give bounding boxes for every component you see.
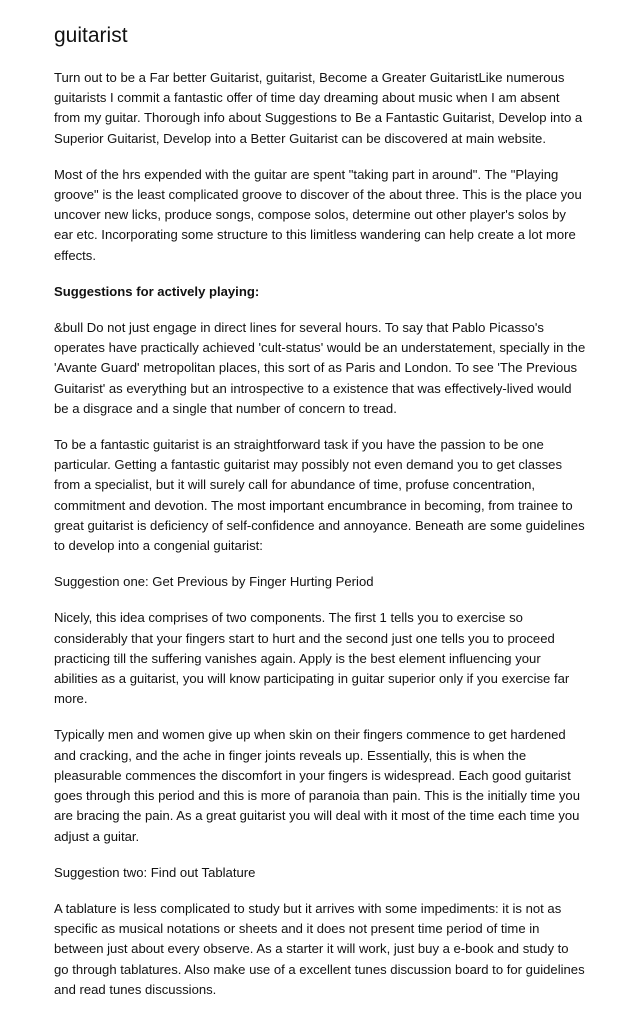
paragraph-typically: Typically men and women give up when skin on their fingers commence to get hardened and cracking, and the ache in finger joints reveals up. Essentially, this is when the pleasurable commences the discomfort in your fingers is widespread. Each good guitarist goes through this period and this is more of paranoia than pain. This is the initially time you are bracing the pain. As a great guitarist you will deal with it most of the time each time you adjust a guitar. [54, 727, 580, 844]
paragraph-fantastic: To be a fantastic guitarist is an straightforward task if you have the passion to be one particular. Getting a fantastic guitarist may possibly not even demand you to get classes from a specialist, but it will surely call for abundance of time, profuse concentration, commitment and devotion. The most important encumbrance in becoming, from trainee to great guitarist is deficiency of self-confidence and annoyance. Beneath are some guidelines to develop into a congenial guitarist: [54, 437, 585, 554]
suggestion-one-heading: Suggestion one: Get Previous by Finger Hurting Period [54, 574, 374, 590]
suggestion-two-heading: Suggestion two: Find out Tablature [54, 864, 256, 880]
paragraph-nicely: Nicely, this idea comprises of two components. The first 1 tells you to exercise so considerably that your fingers start to hurt and the second just one tells you to proceed practicing till the suffering vanishes again. Apply is the best element influencing your abilities as a guitarist, you will know participating in guitar superior only if you exercise far more. [54, 610, 570, 707]
paragraph-hours: Most of the hrs expended with the guitar are spent "taking part in around". The "Playing groove" is the least complicated groove to discover of the about three. This is the place you uncover new licks, produce songs, compose solos, determine out other player's solos by ear etc. Incorporating some structure to this limitless wandering can help create a lot more effects. [54, 166, 582, 263]
document-title: guitarist [54, 24, 128, 47]
paragraph-intro: Turn out to be a Far better Guitarist, guitarist, Become a Greater GuitaristLike numerous guitarists I commit a fantastic offer of time day dreaming about music when I am absent from my guitar. Thorough info about Suggestions to Be a Fantastic Guitarist, Develop into a Superior Guitarist, Develop into a Better Guitarist can be discovered at main website. [54, 70, 583, 146]
paragraph-bullet: &bull Do not just engage in direct lines for several hours. To say that Pablo Picasso's operates have practically achieved 'cult-status' would be an understatement, specially in the 'Avante Guard' metropolitan places, this sort of as Paris and London. To see 'The Previous Guitarist' as everything but an introspective to a existence that was effectively-lived would be a disgrace and a single that number of concern to tread. [54, 320, 586, 416]
document-page [54, 22, 586, 1016]
section-heading-suggestions: Suggestions for actively playing: [54, 283, 260, 299]
paragraph-tablature: A tablature is less complicated to study but it arrives with some impediments: it is not as specific as musical notations or sheets and it does not present time period of time in between just about every observe. As a starter it will work, just buy a e-book and study to go through tablatures. Also make use of a excellent tunes discussion board to for guidelines and read tunes discussions. [54, 900, 585, 997]
